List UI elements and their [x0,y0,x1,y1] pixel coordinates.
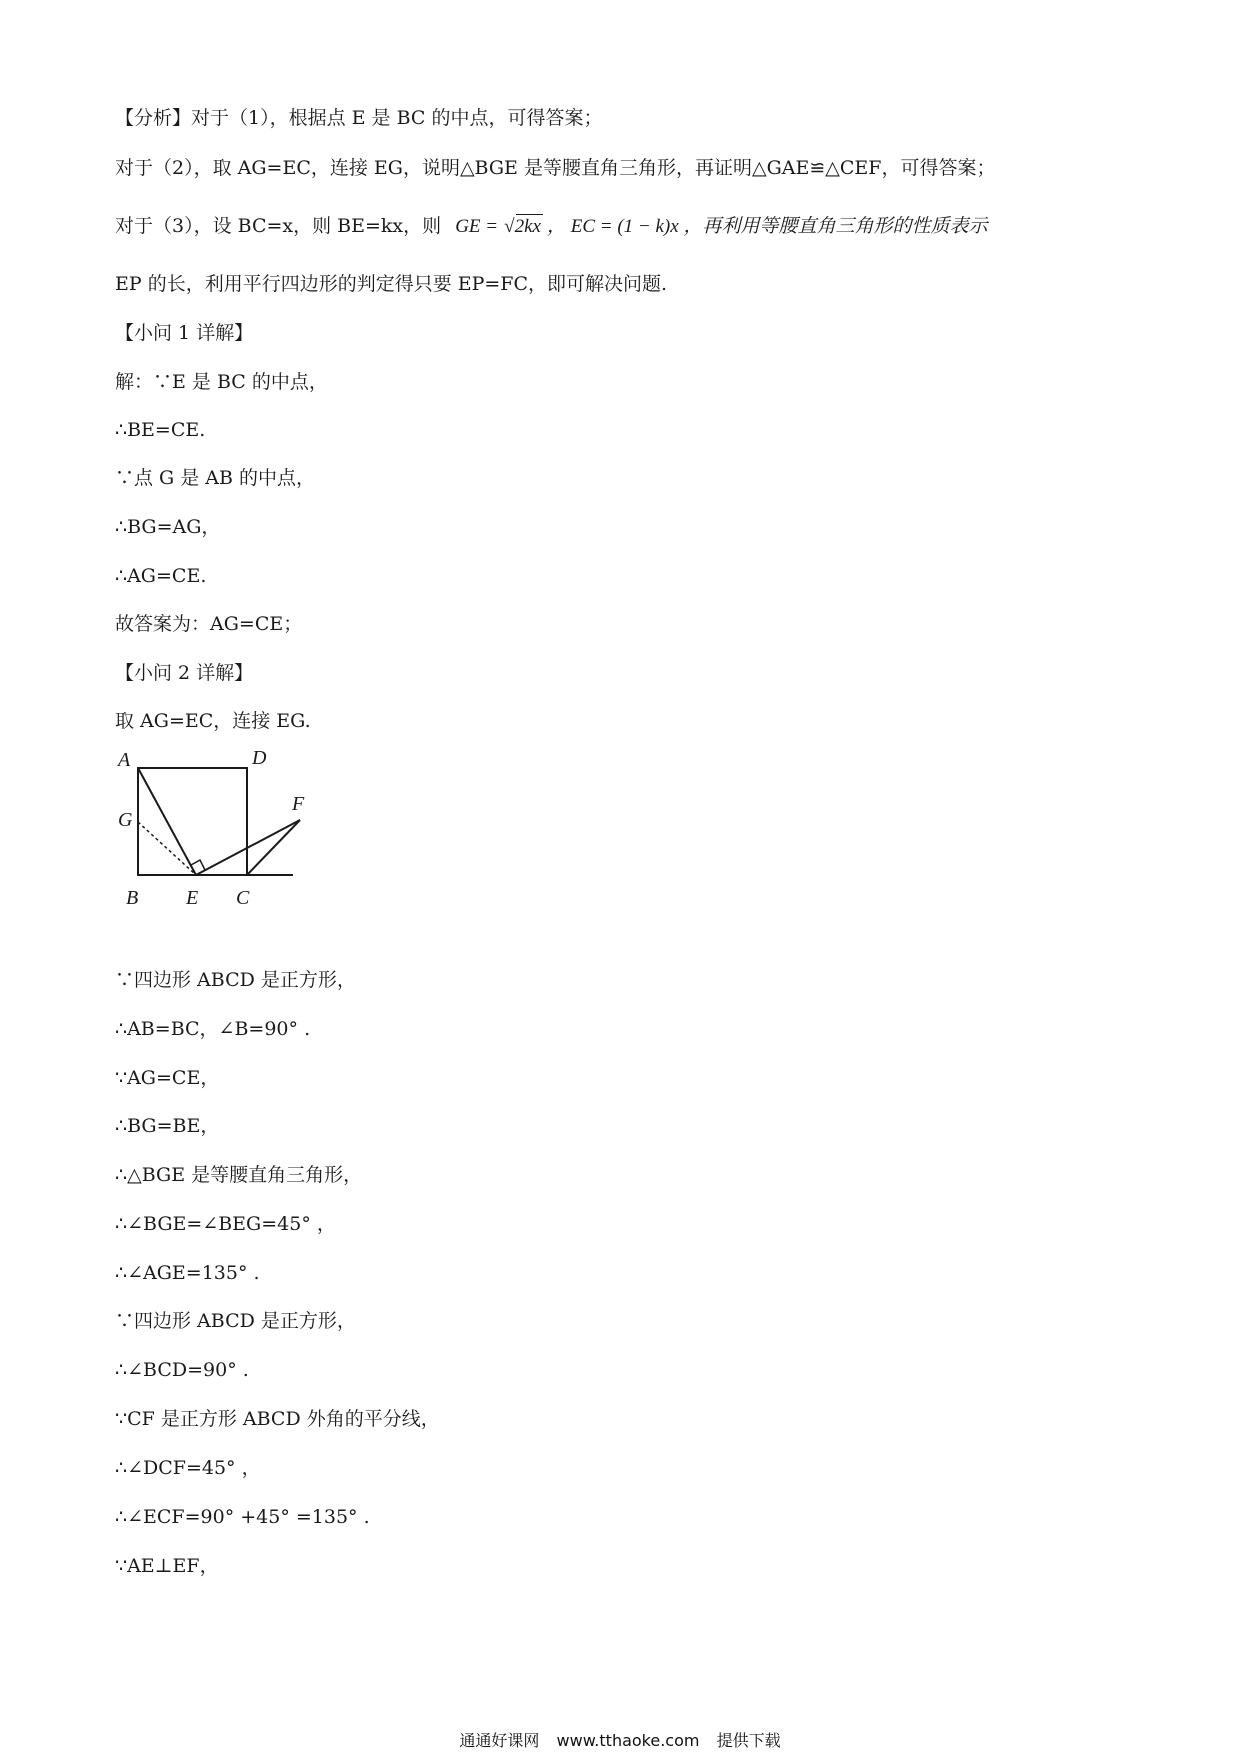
q1-line-2: ∴BE=CE. [115,419,206,441]
analysis-line-2: 对于（2），取 AG=EC，连接 EG，说明△BGE 是等腰直角三角形，再证明△GAE≌△CEF，可得答案； [115,157,996,179]
q2-line-8: ∴∠AGE=135° . [115,1262,260,1284]
label-g: G [118,809,133,831]
label-e: E [186,887,199,909]
q2-line-12: ∴∠DCF=45° ， [115,1457,261,1479]
square-abcd [138,768,247,875]
label-c: C [236,887,250,909]
footer-site-name: 通通好课网 [459,1731,540,1750]
analysis-line-4: EP 的长，利用平行四边形的判定得只要 EP=FC，即可解决问题. [115,273,668,295]
segment-ge-dashed [138,822,196,875]
q2-line-2: ∵四边形 ABCD 是正方形， [115,969,356,991]
q1-line-6: 故答案为：AG=CE； [115,613,303,635]
footer-url[interactable]: www.tthaoke.com [556,1731,700,1750]
q2-line-10: ∴∠BCD=90° . [115,1359,249,1381]
analysis-line-1: 【分析】对于（1），根据点 E 是 BC 的中点，可得答案； [115,107,603,129]
q2-line-5: ∴BG=BE， [115,1115,220,1137]
segment-ae [138,768,196,875]
footer-suffix: 提供下载 [716,1731,781,1750]
formula-sqrt-radicand: 2kx [514,216,541,237]
q2-line-7: ∴∠BGE=∠BEG=45° ， [115,1213,336,1235]
q2-line-9: ∵四边形 ABCD 是正方形， [115,1310,356,1332]
q2-line-13: ∴∠ECF=90° +45° =135° . [115,1506,370,1528]
formula-ec: ， EC = (1 − k)x ，再利用等腰直角三角形的性质表示 [547,216,988,237]
q2-line-6: ∴△BGE 是等腰直角三角形， [115,1164,363,1186]
q1-line-4: ∴BG=AG， [115,516,221,538]
formula-sqrt: √ 2kx [504,216,541,237]
q2-line-3: ∴AB=BC，∠B=90° . [115,1018,311,1040]
label-a: A [118,750,131,771]
q2-line-14: ∵AE⊥EF， [115,1555,219,1577]
analysis-line-3-text: 对于（3），设 BC=x，则 BE=kx，则 [115,215,442,237]
segment-cf [247,820,300,875]
q2-header: 【小问 2 详解】 [115,662,254,684]
q2-line-1: 取 AG=EC，连接 EG. [115,710,311,732]
q1-line-5: ∴AG=CE. [115,565,207,587]
geometry-diagram [110,750,310,910]
label-d: D [252,750,267,769]
label-f: F [292,793,305,815]
formula-ge-label: GE = [455,216,499,237]
q1-line-1: 解：∵E 是 BC 的中点， [115,371,328,393]
q2-line-11: ∵CF 是正方形 ABCD 外角的平分线， [115,1408,440,1430]
analysis-line-3 [115,214,987,238]
page-footer [0,1728,1240,1751]
q2-line-4: ∵AG=CE， [115,1067,220,1089]
q1-header: 【小问 1 详解】 [115,322,254,344]
label-b: B [126,887,139,909]
q1-line-3: ∵点 G 是 AB 的中点， [115,467,316,489]
